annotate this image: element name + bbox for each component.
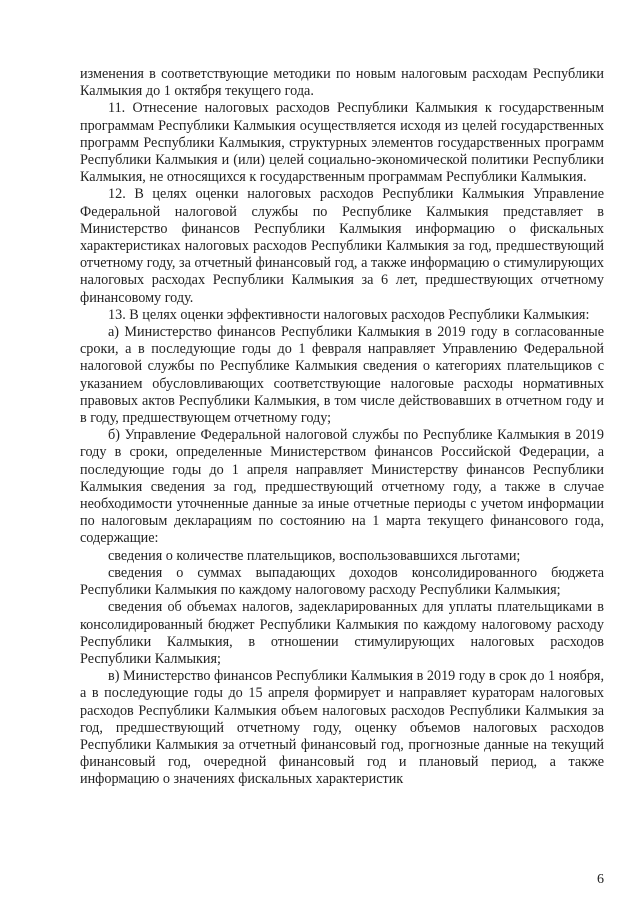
paragraph-13v: в) Министерство финансов Республики Калмыкия в 2019 году в срок до 1 ноября, а в последующие годы до 15 апреля формирует и направляет кураторам налоговых расходов Республики Калмыкия объем налоговых расходов Республики Калмыкия за год, предшествующий отчетному году, оценку объемов налоговых расходов Республики Калмыкия за отчетный финансовый год, прогнозные данные на текущий финансовый год, очередной финансовый год и плановый период, а также информацию о значениях фискальных характеристик xyxy=(80,668,604,788)
paragraph-13b-item-1: сведения о количестве плательщиков, воспользовавшихся льготами; xyxy=(108,547,521,564)
paragraph-13b-item-3: сведения об объемах налогов, задекларированных для уплаты плательщиками в консолидированный бюджет Республики Калмыкия по каждому налоговому расходу Республики Калмыкия, в отношении стимулирующих налоговых расходов Республики Калмыкия; xyxy=(80,599,604,667)
paragraph-11: 11. Отнесение налоговых расходов Республики Калмыкия к государственным программам Республики Калмыкия осуществляется исходя из целей государственных программ Республики Калмыкия, структурных элементов государственных программ Республики Калмыкия и (или) целей социально-экономической политики Республики Калмыкия, не относящихся к государственным программам Республики Калмыкия. xyxy=(80,100,604,186)
page-number: 6 xyxy=(597,872,604,887)
paragraph-continuation: изменения в соответствующие методики по новым налоговым расходам Республики Калмыкия до 1 октября текущего года. xyxy=(80,66,604,100)
document-body xyxy=(80,66,604,789)
paragraph-13: 13. В целях оценки эффективности налоговых расходов Республики Калмыкия: xyxy=(108,306,590,323)
paragraph-13b-item-2: сведения о суммах выпадающих доходов консолидированного бюджета Республики Калмыкия по каждому налоговому расходу Республики Калмыкия; xyxy=(80,564,604,599)
paragraph-13a: а) Министерство финансов Республики Калмыкия в 2019 году в согласованные сроки, а в последующие годы до 1 февраля направляет Управлению Федеральной налоговой службы по Республике Калмыкия сведения о категориях плательщиков с указанием обусловливающих соответствующие налоговые расходы нормативных правовых актов Республики Калмыкия, в том числе действовавших в отчетном году и в году, предшествующем отчетному году; xyxy=(80,324,604,427)
paragraph-12: 12. В целях оценки налоговых расходов Республики Калмыкия Управление Федеральной налоговой службы по Республике Калмыкия представляет в Министерство финансов Республики Калмыкия информацию о фискальных характеристиках налоговых расходов Республики Калмыкия за год, предшествующий отчетному году, за отчетный финансовый год, а также информацию о стимулирующих налоговых расходах Республики Калмыкия за 6 лет, предшествующих отчетному финансовому году. xyxy=(80,186,604,306)
paragraph-13b: б) Управление Федеральной налоговой службы по Республике Калмыкия в 2019 году в сроки, определенные Министерством финансов Российской Федерации, а последующие годы до 1 апреля направляет Министерству финансов Республики Калмыкия сведения за год, предшествующий отчетному году, а также в случае необходимости уточненные данные за иные отчетные периоды с учетом информации по налоговым декларациям по состоянию на 1 марта текущего финансового года, содержащие: xyxy=(80,427,604,547)
